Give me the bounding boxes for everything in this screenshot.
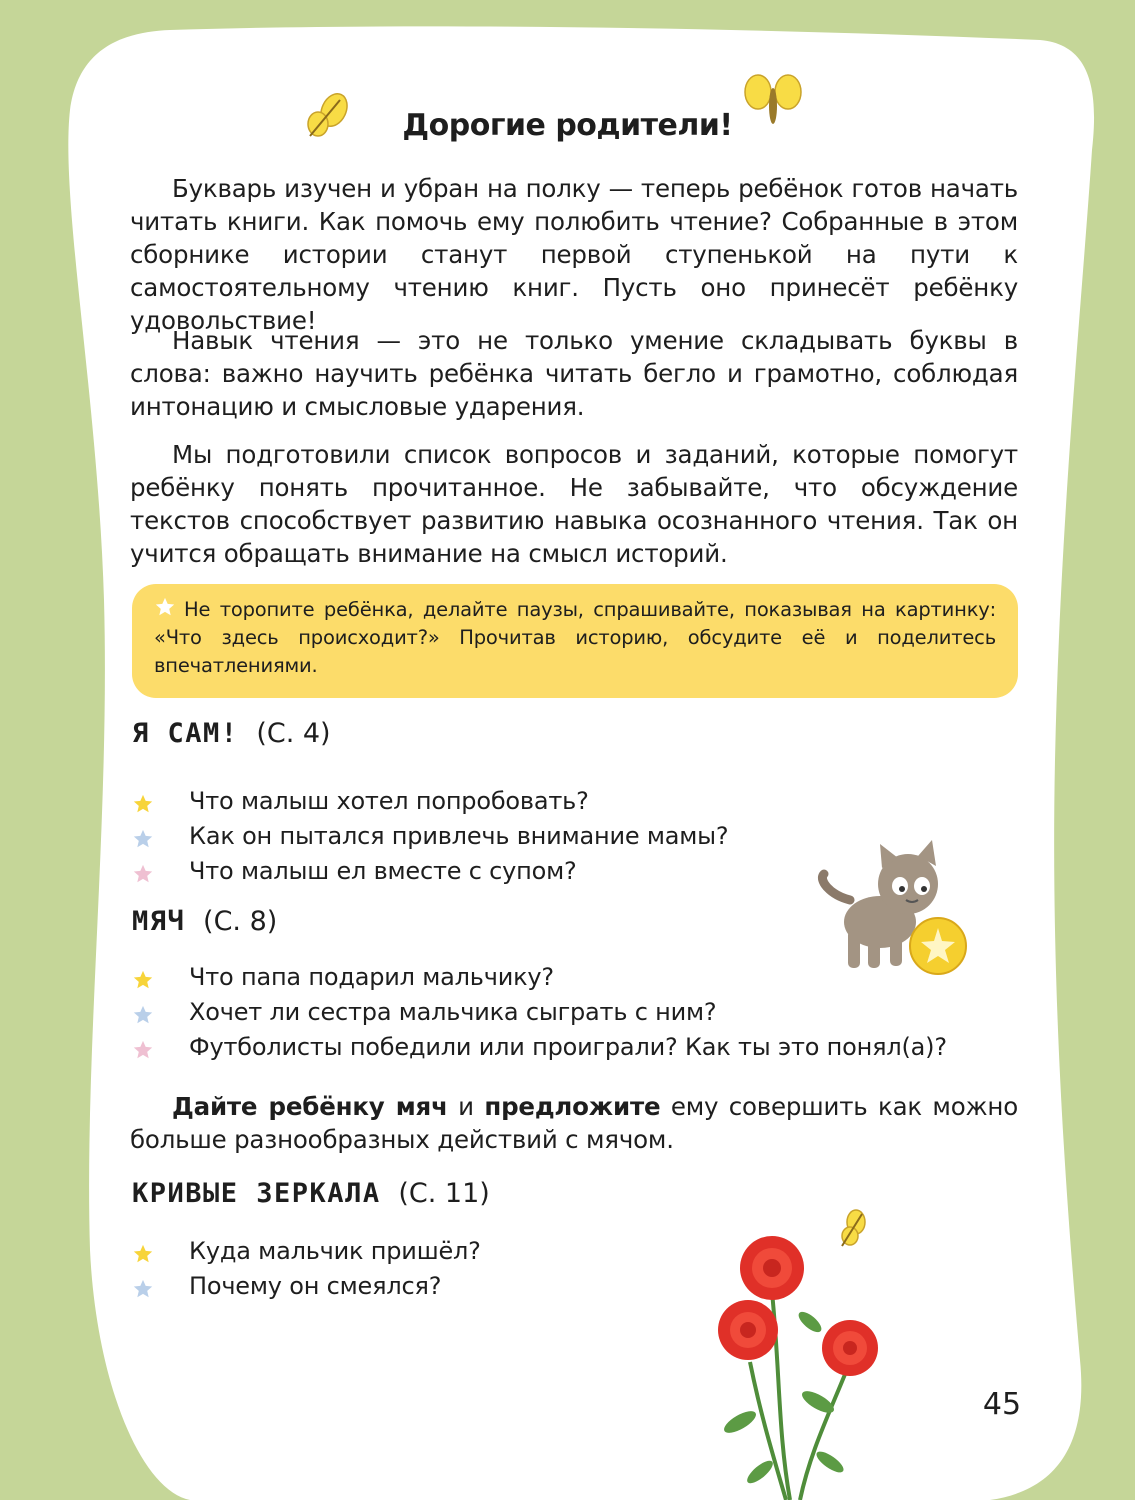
section-heading-ya-sam (132, 718, 331, 749)
list-item: Куда мальчик пришёл? (132, 1234, 992, 1269)
questions-paragraph: Мы подготовили список вопросов и заданий, которые помогут ребёнку понять прочитанное. Не забывайте, что обсуждение текстов способствует развитию навыка осознанного чтения. Так он учится обращать внимание на смысл историй. (130, 440, 1018, 568)
section-page-ref: (С. 11) (398, 1178, 490, 1209)
star-icon (132, 1243, 154, 1265)
tip-box (132, 584, 1018, 698)
rose-illustration (700, 1222, 900, 1500)
list-item: Почему он смеялся? (132, 1269, 992, 1304)
section-title: МЯЧ (132, 906, 186, 937)
list-item: Футболисты победили или проиграли? Как ты это понял(а)? (132, 1030, 992, 1065)
task-paragraph: Дайте ребёнку мяч и предложите ему совершить как можно больше разнообразных действий с мячом. (130, 1092, 1018, 1154)
list-item: Что малыш ел вместе с супом? (132, 854, 992, 889)
star-icon (154, 596, 176, 618)
question-list-myach (132, 960, 992, 1065)
section-heading-myach (132, 906, 277, 937)
intro-paragraph: Букварь изучен и убран на полку — теперь ребёнок готов начать читать книги. Как помочь ему полюбить чтение? Собранные в этом сборнике истории станут первой ступенькой на пути к самостоятельному чтению книг. Пусть оно принесёт ребёнку удовольствие! (130, 174, 1018, 335)
star-icon (132, 969, 154, 991)
star-icon (132, 1278, 154, 1300)
section-page-ref: (С. 8) (203, 906, 278, 937)
tip-text (154, 596, 996, 680)
star-icon (132, 1039, 154, 1061)
list-item: Что папа подарил мальчику? (132, 960, 992, 995)
section-page-ref: (С. 4) (256, 718, 331, 749)
star-icon (132, 828, 154, 850)
reading-skill-paragraph: Навык чтения — это не только умение складывать буквы в слова: важно научить ребёнка читать бегло и грамотно, соблюдая интонацию и смысловые ударения. (130, 326, 1018, 421)
star-icon (132, 793, 154, 815)
tip-text-content: Не торопите ребёнка, делайте паузы, спрашивайте, показывая на картинку: «Что здесь происходит?» Прочитав историю, обсудите её и поделитесь впечатлениями. (154, 598, 996, 677)
list-item: Хочет ли сестра мальчика сыграть с ним? (132, 995, 992, 1030)
list-item: Что малыш хотел попробовать? (132, 784, 992, 819)
section-title: Я САМ! (132, 718, 239, 749)
star-icon (132, 863, 154, 885)
list-item: Как он пытался привлечь внимание мамы? (132, 819, 992, 854)
page-title: Дорогие родители! (402, 108, 733, 143)
page-number: 45 (962, 1372, 1042, 1438)
star-icon (132, 1004, 154, 1026)
section-title: КРИВЫЕ ЗЕРКАЛА (132, 1178, 381, 1209)
section-heading-krivye-zerkala (132, 1178, 490, 1209)
